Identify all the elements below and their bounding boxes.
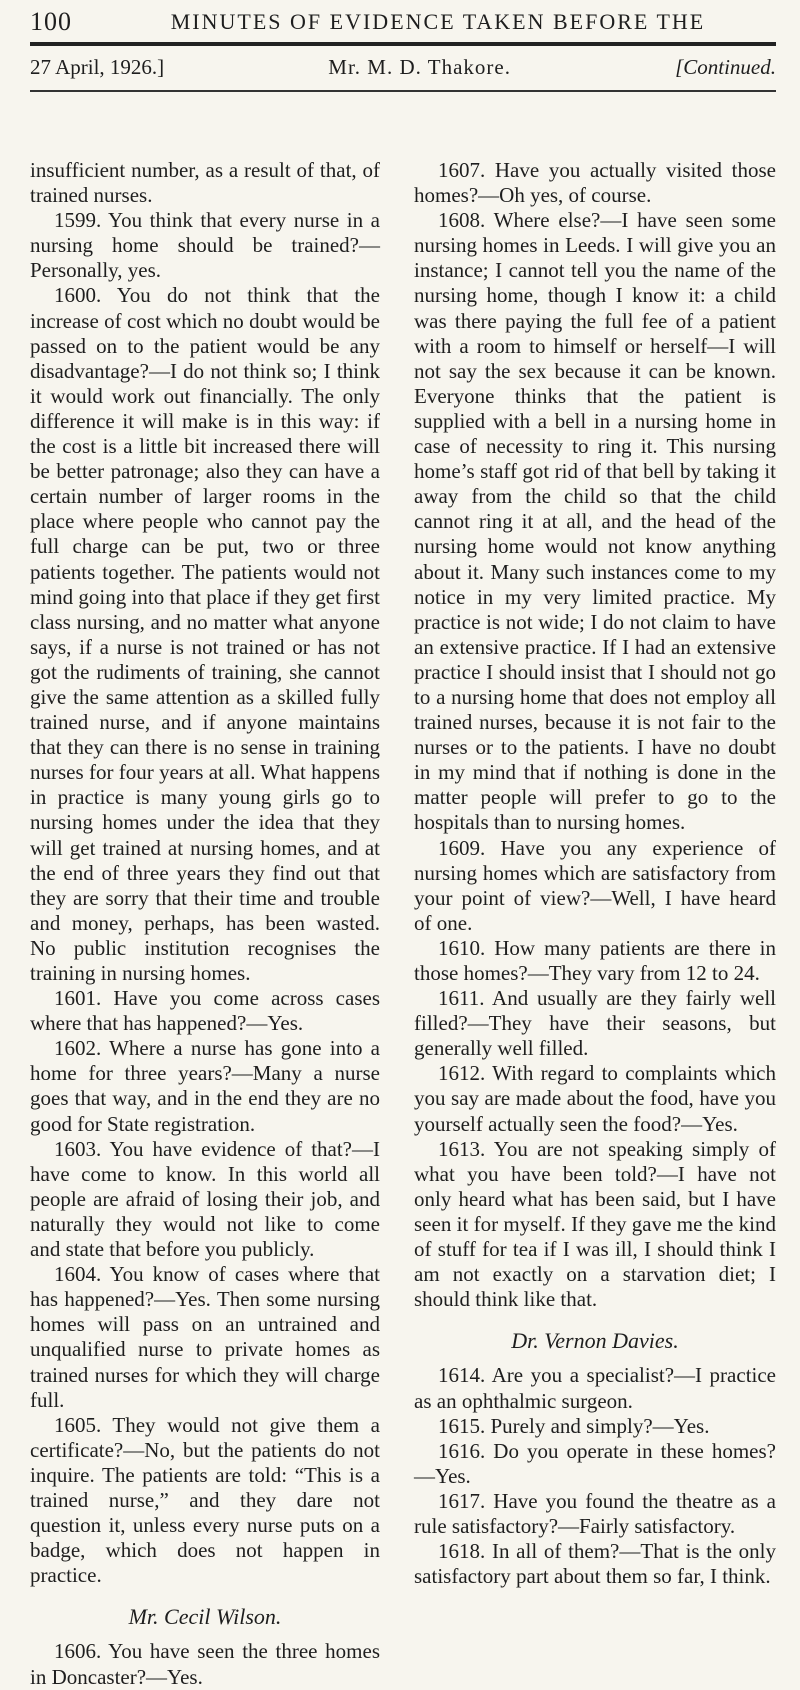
paragraph: 1602. Where a nurse has gone into a home for three years?—Many a nurse goes that way, and in the end they are no good for State registration.: [30, 1036, 380, 1136]
paragraph: 1608. Where else?—I have seen some nursing homes in Leeds. I will give you an instance; I cannot tell you the name of the nursing home, though I know it: a child was there paying the full fee of a patient with a room to himself or herself—I will not say the sex because it can be known. Everyone thinks that the patient is supplied with a bell in a nursing home in case of necessity to ring it. This nursing home’s staff got rid of that bell by taking it away from the child so that the child cannot ring it at all, and the head of the nursing home would not know anything about it. Many such instances come to my notice in my very limited practice. My practice is not wide; I do not claim to have an extensive practice. If I had an extensive practice I should insist that I should not go to a nursing home that does not employ all trained nurses, because it is not fair to the nurses or to the patients. I have no doubt in my mind that if nothing is done in the matter people will prefer to go to the hospitals than to nursing homes.: [414, 208, 776, 835]
running-title: MINUTES OF EVIDENCE TAKEN BEFORE THE: [170, 9, 706, 34]
paragraph: 1614. Are you a specialist?—I practice as an ophthalmic surgeon.: [414, 1363, 776, 1413]
right-column: [414, 158, 776, 1589]
subhead-rule: [30, 90, 776, 92]
running-head: [30, 4, 776, 40]
paragraph: 1605. They would not give them a certificate?—No, but the patients do not inquire. The patients are told: “This is a trained nurse,” and they dare not question it, unless every nurse puts on a badge, which does not happen in practice.: [30, 1412, 380, 1588]
paragraph: 1603. You have evidence of that?—I have come to know. In this world all people are afraid of losing their job, and naturally they would not like to come and state that before you publicly.: [30, 1136, 380, 1262]
paragraph: 1607. Have you actually visited those homes?—Oh yes, of course.: [414, 158, 776, 208]
continued-label: [Continued.: [675, 54, 776, 79]
left-column: [30, 158, 380, 1690]
paragraph: insufficient number, as a result of that, of trained nurses.: [30, 158, 380, 208]
paragraph: 1615. Purely and simply?—Yes.: [438, 1413, 710, 1438]
speaker-heading: Dr. Vernon Davies.: [511, 1328, 679, 1354]
paragraph: 1604. You know of cases where that has happened?—Yes. Then some nursing homes will pass on an untrained and unqualified nurse to private homes as trained nurses for which they will charge full.: [30, 1262, 380, 1412]
paragraph: 1618. In all of them?—That is the only satisfactory part about them so far, I think.: [414, 1539, 776, 1589]
speaker-heading: Mr. Cecil Wilson.: [128, 1604, 282, 1630]
paragraph: 1610. How many patients are there in those homes?—They vary from 12 to 24.: [414, 935, 776, 985]
paragraph: 1616. Do you operate in these homes?—Yes.: [414, 1438, 776, 1488]
session-date: 27 April, 1926.]: [30, 54, 165, 79]
paragraph: 1606. You have seen the three homes in Doncaster?—Yes.: [30, 1639, 380, 1689]
paragraph: 1612. With regard to complaints which you say are made about the food, have you yourself actually seen the food?—Yes.: [414, 1061, 776, 1136]
paragraph: 1613. You are not speaking simply of what you have been told?—I have not only heard what has been said, but I have seen it for myself. If they gave me the kind of stuff for tea if I was ill, I should think I am not exactly on a starvation diet; I should think like that.: [414, 1136, 776, 1312]
paragraph: 1609. Have you any experience of nursing homes which are satisfactory from your point of view?—Well, I have heard of one.: [414, 835, 776, 935]
paragraph: 1600. You do not think that the increase of cost which no doubt would be passed on to the patient would be any disadvantage?—I do not think so; I think it would work out financially. The only difference it will make is in this way: if the cost is a little bit increased there will be better patronage; also they can have a certain number of larger rooms in the place where people who cannot pay the full charge can be put, two or three patients together. The patients would not mind going into that place if they get first class nursing, and no matter what anyone says, if a nurse is not trained or has not got the rudiments of training, she cannot give the same attention as a skilled fully trained nurse, and if anyone maintains that they can there is no sense in training nurses for four years at all. What happens in practice is many young girls go to nursing homes under the idea that they will get trained at nursing homes, and at the end of three years they find out that they are sorry that their time and trouble and money, perhaps, has been wasted. No public institution recognises the training in nursing homes.: [30, 283, 380, 985]
paragraph: 1611. And usually are they fairly well filled?—They have their seasons, but generally well filled.: [414, 986, 776, 1061]
paragraph: 1599. You think that every nurse in a nursing home should be trained?—Personally, yes.: [30, 208, 380, 283]
page-number: 100: [30, 7, 72, 36]
subhead: [30, 50, 776, 84]
header-rule: [30, 42, 776, 46]
witness-name: Mr. M. D. Thakore.: [328, 54, 511, 79]
paragraph: 1617. Have you found the theatre as a rule satisfactory?—Fairly satisfactory.: [414, 1488, 776, 1538]
paragraph: 1601. Have you come across cases where that has happened?—Yes.: [30, 986, 380, 1036]
